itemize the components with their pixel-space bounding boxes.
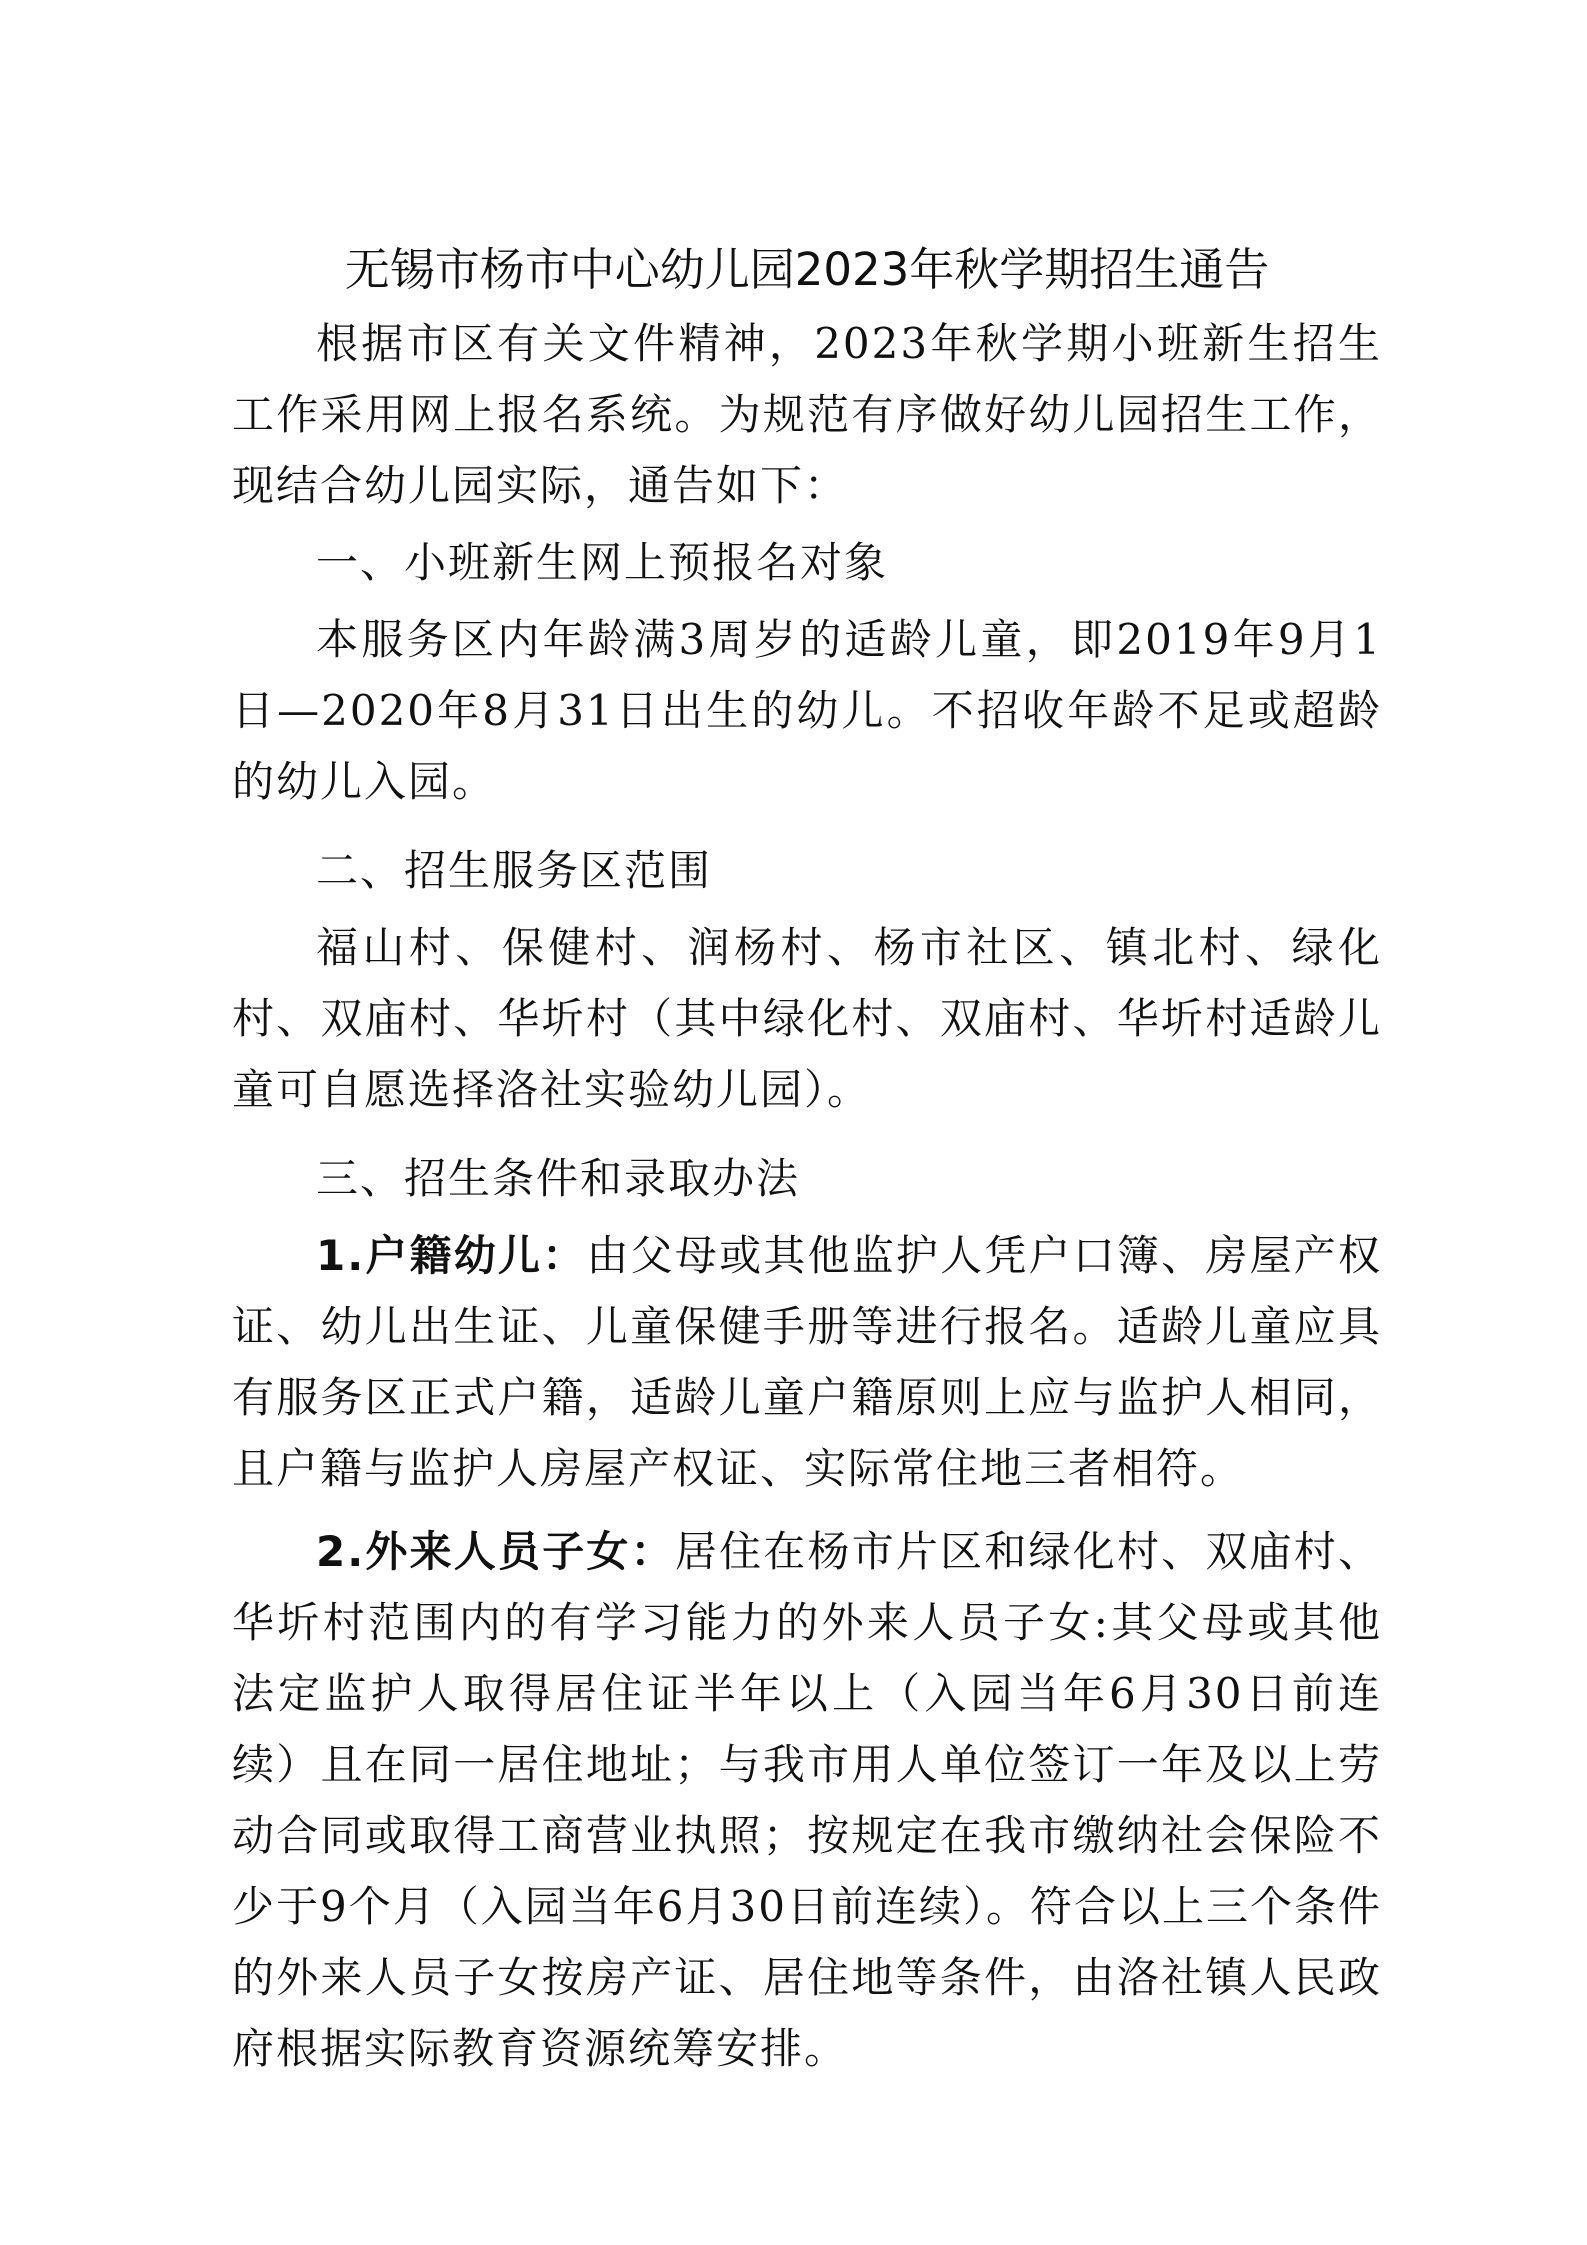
item-1-body: 由父母或其他监护人凭户口簿、房屋产权证、幼儿出生证、儿童保健手册等进行报名。适龄儿童应具有服务区正式户籍，适龄儿童户籍原则上应与监护人相同，且户籍与监护人房屋产权证、实际常住地三者相符。 [232,1231,1382,1493]
section-3-item-1 [232,1220,1382,1504]
spacer [232,1125,1382,1137]
intro-paragraph: 根据市区有关文件精神，2023年秋学期小班新生招生工作采用网上报名系统。为规范有序做好幼儿园招生工作，现结合幼儿园实际，通告如下： [232,319,1382,510]
spacer [232,1504,1382,1516]
section-3-heading: 三、招生条件和录取办法 [316,1154,801,1203]
section-2-body: 福山村、保健村、润杨村、杨市社区、镇北村、绿化村、双庙村、华圻村（其中绿化村、双庙村、华圻村适龄儿童可自愿选择洛社实验幼儿园）。 [232,923,1382,1114]
document-title: 无锡市杨市中心幼儿园2023年秋学期招生通告 [344,243,1270,296]
notice-page [232,238,1382,2084]
item-2-lead: 2.外来人员子女： [316,1527,675,1576]
section-1-body: 本服务区内年龄满3周岁的适龄儿童，即2019年9月1日—2020年8月31日出生的幼儿。不招收年龄不足或超龄的幼儿入园。 [232,615,1382,806]
item-1-lead: 1.户籍幼儿： [316,1231,587,1280]
section-3-item-2 [232,1516,1382,2084]
spacer [232,817,1382,829]
section-2-heading: 二、招生服务区范围 [316,846,713,895]
item-2-body: 居住在杨市片区和绿化村、双庙村、华圻村范围内的有学习能力的外来人员子女:其父母或其他法定监护人取得居住证半年以上（入园当年6月30日前连续）且在同一居住地址；与我市用人单位签订一年及以上劳动合同或取得工商营业执照；按规定在我市缴纳社会保险不少于9个月（入园当年6月30日前连续）。符合以上三个条件的外来人员子女按房产证、居住地等条件，由洛社镇人民政府根据实际教育资源统筹安排。 [232,1527,1382,2073]
section-1-heading: 一、小班新生网上预报名对象 [316,538,889,587]
